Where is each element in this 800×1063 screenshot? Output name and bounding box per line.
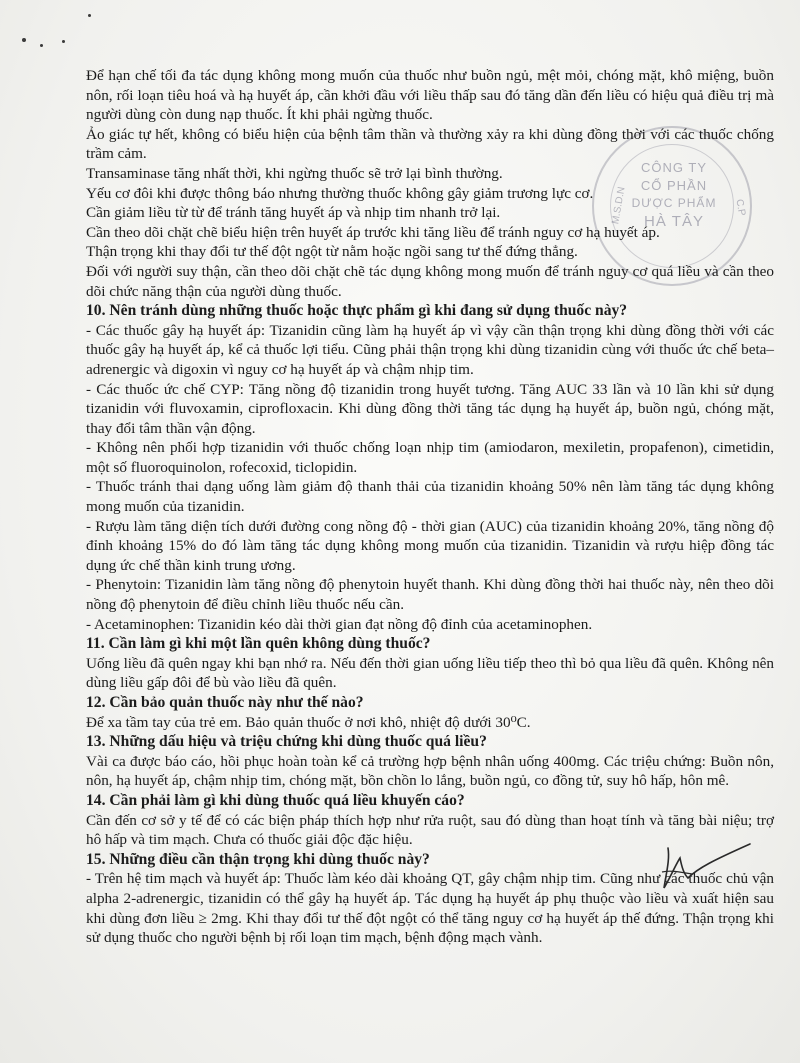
body-paragraph: Đối với người suy thận, cần theo dõi chặt chẽ tác dụng không mong muốn để tránh nguy cơ quá liều và cần theo dõi chức năng thận của người dùng thuốc. xyxy=(86,262,774,300)
body-paragraph: Ảo giác tự hết, không có biểu hiện của bệnh tâm thần và thường xảy ra khi dùng đồng thời với các thuốc chống trầm cảm. xyxy=(86,125,774,163)
signature-icon xyxy=(640,838,760,898)
scan-speck xyxy=(62,40,65,43)
body-paragraph: - Phenytoin: Tizanidin làm tăng nồng độ phenytoin huyết thanh. Khi dùng đồng thời hai thuốc này, nên theo dõi nồng độ phenytoin để điều chỉnh liều thuốc nếu cần. xyxy=(86,576,774,614)
scan-speck xyxy=(40,44,43,47)
scan-speck xyxy=(22,38,26,42)
stamp-line-1: CÔNG TY xyxy=(641,160,707,175)
section-heading: 15. Những điều cần thận trọng khi dùng thuốc này? xyxy=(86,850,430,868)
body-paragraph: - Các thuốc gây hạ huyết áp: Tizanidin cũng làm hạ huyết áp vì vậy cần thận trọng khi dùng đồng thời với các thuốc gây hạ huyết áp, kể cả thuốc lợi tiểu. Cũng phải thận trọng khi dùng tizanidin cùng với thuốc ức chế beta–adrenergic và digoxin vì nguy cơ hạ huyết áp và chậm nhịp tim. xyxy=(86,321,774,378)
scan-speck xyxy=(88,14,91,17)
body-paragraph: - Rượu làm tăng diện tích dưới đường cong nồng độ - thời gian (AUC) của tizanidin khoảng 20%, tăng nồng độ đỉnh khoảng 15% do đó làm tăng tác dụng không mong muốn của tizanidin. Tizanidin và rượu hiệp đồng tác dụng ức chế thần kinh trung ương. xyxy=(86,517,774,574)
stamp-arc-left: M.S.D.N xyxy=(610,185,628,226)
body-paragraph: - Trên hệ tim mạch và huyết áp: Thuốc làm kéo dài khoảng QT, gây chậm nhịp tim. Cũng như các thuốc chủ vận alpha 2-adrenergic, tizanidin có thể gây hạ huyết áp. Tác dụng hạ huyết áp phụ thuộc vào liều và xuất hiện sau khi dùng đơn liều ≥ 2mg. Khi thay đổi tư thế đột ngột có thể tăng nguy cơ hạ huyết áp thế đứng. Thận trọng khi sử dụng thuốc cho người bệnh bị rối loạn tim mạch, bệnh động mạch vành. xyxy=(86,870,774,947)
body-paragraph: Yếu cơ đôi khi được thông báo nhưng thường thuốc không gây giảm trương lực cơ. xyxy=(86,184,594,202)
body-paragraph: Cần giảm liều từ từ để tránh tăng huyết áp và nhịp tim nhanh trở lại. xyxy=(86,204,501,222)
body-paragraph: - Acetaminophen: Tizanidin kéo dài thời gian đạt nồng độ đỉnh của acetaminophen. xyxy=(86,615,593,633)
body-paragraph: - Các thuốc ức chế CYP: Tăng nồng độ tizanidin trong huyết tương. Tăng AUC 33 lần và 10 lần khi sử dụng tizanidin với fluvoxamin, ciprofloxacin. Khi dùng đồng thời tăng tác dụng hạ huyết áp, buồn ngủ, chóng mặt, thay đổi tâm thần vận động. xyxy=(86,380,774,437)
body-paragraph: - Không nên phối hợp tizanidin với thuốc chống loạn nhịp tim (amiodaron, mexiletin, propafenon), cimetidin, một số fluoroquinolon, rofecoxid, ticlopidin. xyxy=(86,439,774,476)
stamp-line-2: CỔ PHẦN xyxy=(640,178,708,193)
body-paragraph: - Thuốc tránh thai dạng uống làm giảm độ thanh thải của tizanidin khoảng 50% nên làm tăng tác dụng không mong muốn của tizanidin. xyxy=(86,478,774,516)
body-paragraph: Transaminase tăng nhất thời, khi ngừng thuốc sẽ trở lại bình thường. xyxy=(86,164,503,182)
body-paragraph: Để xa tầm tay của trẻ em. Bảo quản thuốc ở nơi khô, nhiệt độ dưới 30⁰C. xyxy=(86,713,531,731)
stamp-line-4: HÀ TÂY xyxy=(644,213,704,230)
section-heading: 14. Cần phải làm gì khi dùng thuốc quá liều khuyến cáo? xyxy=(86,791,465,809)
body-paragraph: Để hạn chế tối đa tác dụng không mong muốn của thuốc như buồn ngủ, mệt mỏi, chóng mặt, khô miệng, buồn nôn, rối loạn tiêu hoá và hạ huyết áp, cần khởi đầu với liều thấp sau đó tăng dần đến liều có hiệu quả điều trị mà người dùng còn dung nạp thuốc. Ít khi phải ngừng thuốc. xyxy=(86,67,774,124)
body-paragraph: Uống liều đã quên ngay khi bạn nhớ ra. Nếu đến thời gian uống liều tiếp theo thì bỏ qua liều đã quên. Không nên dùng liều gấp đôi để bù vào liều đã quên. xyxy=(86,654,774,692)
body-paragraph: Cần đến cơ sở y tế để có các biện pháp thích hợp như rửa ruột, sau đó dùng than hoạt tính và tăng bài niệu; trợ hô hấp và tim mạch. Chưa có thuốc giải độc đặc hiệu. xyxy=(86,811,774,849)
section-heading: 13. Những dấu hiệu và triệu chứng khi dùng thuốc quá liều? xyxy=(86,733,487,751)
stamp-line-3: DƯỢC PHẨM xyxy=(631,196,717,210)
section-heading: 10. Nên tránh dùng những thuốc hoặc thực phẩm gì khi đang sử dụng thuốc này? xyxy=(86,302,628,320)
body-paragraph: Vài ca được báo cáo, hồi phục hoàn toàn kể cả trường hợp bệnh nhân uống 400mg. Các triệu chứng: Buồn nôn, nôn, hạ huyết áp, chậm nhịp tim, chóng mặt, bồn chồn lo lắng, buồn ngủ, co đồng tử, suy hô hấp, hôn mê. xyxy=(86,752,774,790)
section-heading: 12. Cần bảo quản thuốc này như thế nào? xyxy=(86,694,364,711)
body-paragraph: Thận trọng khi thay đổi tư thế đột ngột từ nằm hoặc ngồi sang tư thế đứng thẳng. xyxy=(86,243,578,261)
body-paragraph: Cần theo dõi chặt chẽ biểu hiện trên huyết áp trước khi tăng liều để tránh nguy cơ hạ huyết áp. xyxy=(86,223,660,241)
section-heading: 11. Cần làm gì khi một lần quên không dùng thuốc? xyxy=(86,635,431,653)
stamp-arc-right: C.P xyxy=(733,198,748,217)
document-body xyxy=(86,66,774,948)
